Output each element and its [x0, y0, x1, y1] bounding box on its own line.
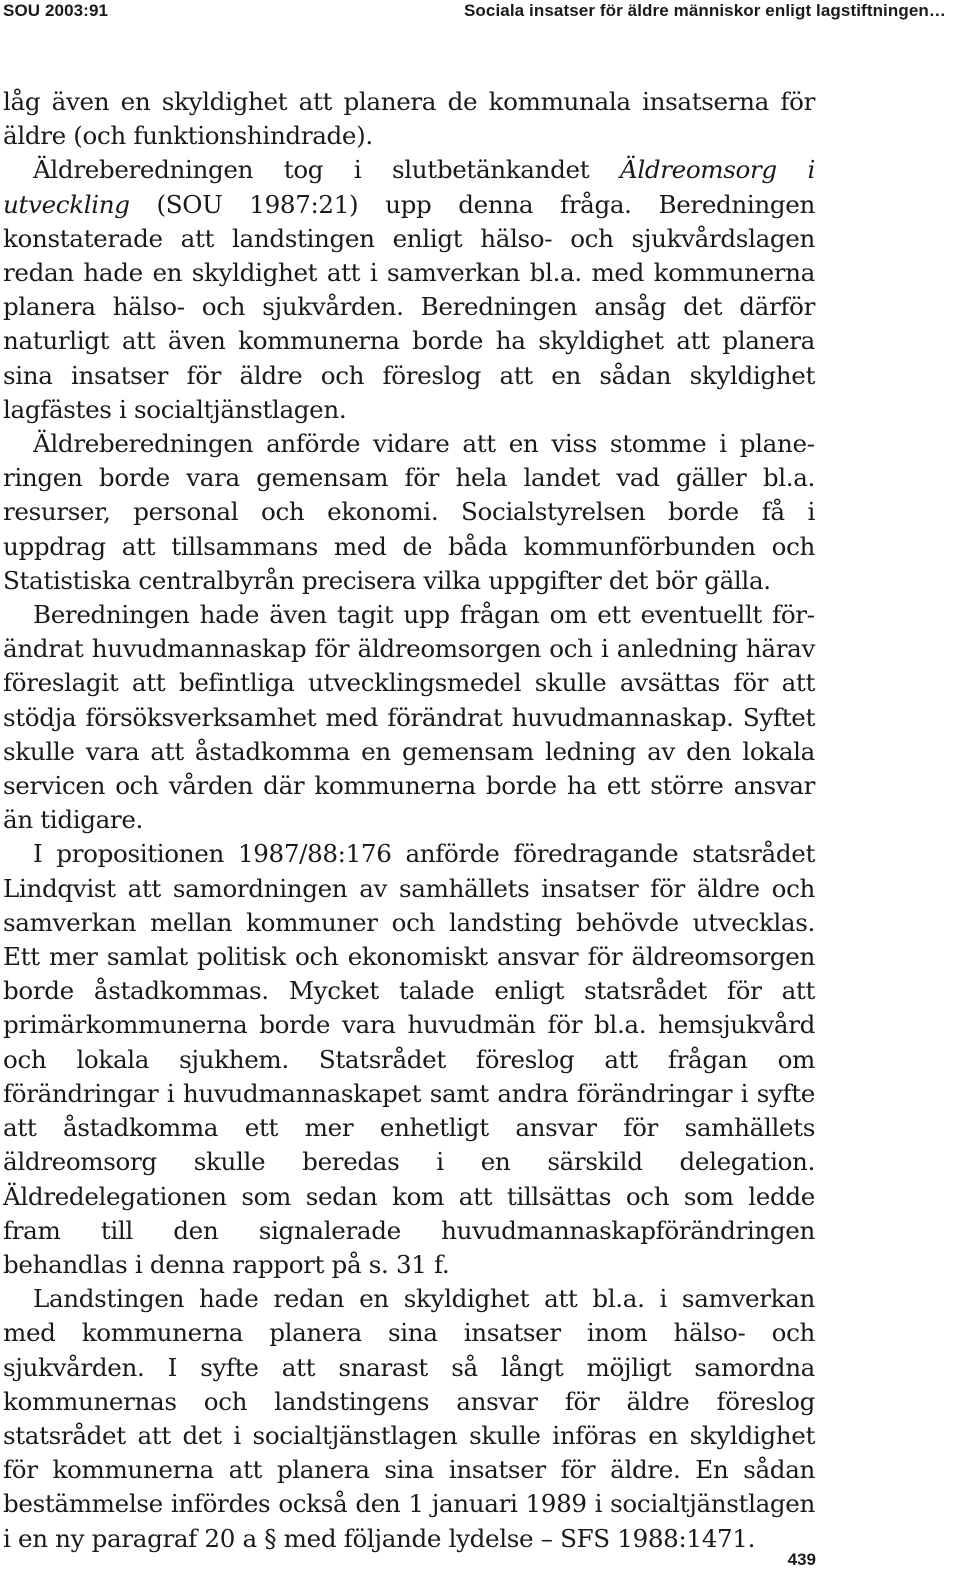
- paragraph-text: Beredningen hade även tagit upp frågan om ett eventuellt förändrat huvudmannaskap för äldreomsorgen och i anledning härav föreslagit att befintliga utvecklingsmedel skulle avsättas för att stödja försöksverksamhet med förändrat huvudmannaskap. Syftet skulle vara att åstadkomma en gemensam ledning av den lokala servicen och vården där kommunerna borde ha ett större ansvar än tidigare.: [3, 600, 815, 835]
- header-rule: [3, 32, 946, 33]
- paragraph-text: Landstingen hade redan en skyldighet att bl.a. i samverkan med kommunerna planera sina insatser inom hälso- och sjukvården. I syfte att snarast så långt möjligt samordna kommunernas och landstingens ansvar för äldre föreslog statsrådet att det i socialtjänstlagen skulle införas en skyldighet för kommunerna att planera sina insatser för äldre. En sådan bestämmelse infördes också den 1 januari 1989 i socialtjänstlagen i en ny paragraf 20 a § med följande lydelse – SFS 1988:1471.: [3, 1284, 815, 1553]
- paragraph-3: [3, 427, 815, 598]
- report-number: SOU 2003:91: [3, 1, 109, 20]
- paragraph-1: [3, 85, 815, 153]
- paragraph-text: I propositionen 1987/88:176 anförde föredragande statsrådet Lindqvist att samordningen av samhällets insatser för äldre och samverkan mellan kommuner och landsting behövde utvecklas. Ett mer samlat politisk och ekonomiskt ansvar för äldreomsorgen borde åstadkommas. Mycket talade enligt statsrådet för att primärkommunerna borde vara huvudmän för bl.a. hemsjukvård och lokala sjukhem. Statsrådet föreslog att frågan om förändringar i huvudmannaskapet samt andra förändringar i syfte att åstadkomma ett mer enhetligt ansvar för samhällets äldreomsorg skulle beredas i en särskild delegation. Äldredelegationen som sedan kom att tillsättas och som ledde fram till den signalerade huvudmannaskapförändringen behandlas i denna rapport på s. 31 f.: [3, 839, 815, 1279]
- running-header: [3, 0, 946, 24]
- page-number: 439: [787, 1550, 816, 1569]
- paragraph-5: [3, 837, 815, 1282]
- cited-title: Äldreomsorg i utveckling: [3, 155, 815, 219]
- chapter-title: Sociala insatser för äldre människor enligt lagstiftningen…: [463, 1, 946, 20]
- paragraph-6: [3, 1282, 815, 1556]
- paragraph-text-before: Äldreberedningen tog i slutbetänkandet: [33, 155, 620, 185]
- paragraph-text: låg även en skyldighet att planera de kommunala insatserna för äldre (och funktionshindrade).: [3, 87, 815, 151]
- paragraph-2: [3, 153, 815, 427]
- body-text: [3, 85, 815, 1556]
- paragraph-4: [3, 598, 815, 837]
- paragraph-text-after: (SOU 1987:21) upp denna fråga. Beredningen konstaterade att landstingen enligt hälso- och sjukvårdslagen redan hade en skyldighet att i samverkan bl.a. med kommunerna planera hälso- och sjukvården. Beredningen ansåg det därför naturligt att även kommunerna borde ha skyldighet att planera sina insatser för äldre och föreslog att en sådan skyldighet lagfästes i socialtjänstlagen.: [3, 189, 815, 424]
- paragraph-text: Äldreberedningen anförde vidare att en viss stomme i planeringen borde vara gemensam för hela landet vad gäller bl.a. resurser, personal och ekonomi. Socialstyrelsen borde få i uppdrag att tillsammans med de båda kommunförbunden och Statistiska centralbyrån precisera vilka uppgifter det bör gälla.: [3, 429, 815, 595]
